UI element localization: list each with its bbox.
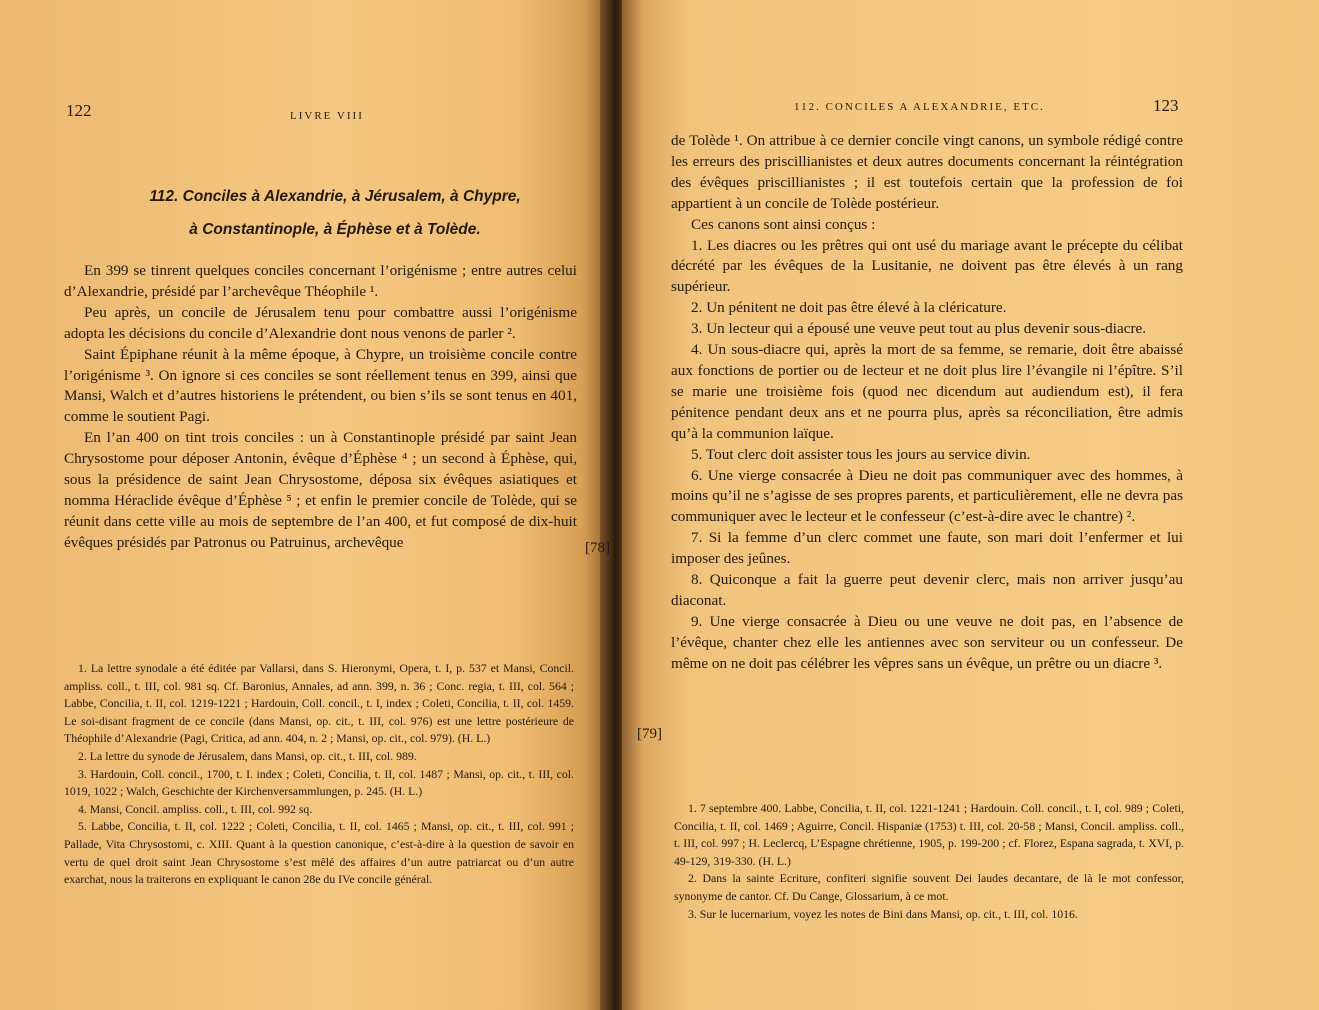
paragraph: Saint Épiphane réunit à la même époque, à Chypre, un troisième concile contre l’origénisme ³. On ignore si ces conciles se sont réellement tenus en 399, ainsi que Mansi, Walch et d’autres historiens le prétendent, ou bien s’ils se sont tenus en 401, comme le soutient Pagi.	[64, 345, 577, 426]
paragraph: En l’an 400 on tint trois conciles : un à Constantinople présidé par saint Jean Chrysostome pour déposer Antonin, évêque d’Éphèse ⁴ ; un second à Éphèse, qui, sous la présidence de saint Jean Chrysostome, déposa six évêques asiatiques et nomma Héraclide évêque d’Éphèse ⁵ ; et enfin le premier concile de Tolède, qui se réunit dans cette ville au mois de septembre de l’an 400, et fut composé de dix-huit évêques présidés par Patronus ou Patruinus, archevêque	[64, 429, 577, 551]
page-number: 123	[1153, 96, 1179, 115]
right-page	[622, 0, 1319, 1010]
right-body-text	[671, 131, 1183, 675]
right-footnotes	[674, 800, 1184, 923]
margin-note: [79]	[637, 726, 662, 742]
paragraph: En 399 se tinrent quelques conciles concernant l’origénisme ; entre autres celui d’Alexandrie, présidé par l’archevêque Théophile ¹.	[64, 262, 577, 300]
canon: 4. Un sous-diacre qui, après la mort de sa femme, se remarie, doit être abaissé aux fonctions de portier ou de lecteur et ne doit plus lire l’évangile ni l’épître. S’il se marie une troisième fois (quod nec dicendum aut audiendum est), il fera pénitence pendant deux ans et ne pourra plus, après sa réconciliation, être admis qu’à la communion laïque.	[671, 341, 1183, 442]
heading-line-2: à Constantinople, à Éphèse et à Tolède.	[189, 221, 481, 238]
footnote: 1. 7 septembre 400. Labbe, Concilia, t. II, col. 1221-1241 ; Hardouin. Coll. concil., t. I, col. 989 ; Coleti, Concilia, t. II, col. 1469 ; Aguirre, Concil. Hispaniæ (1753) t. III, col. 20-58 ; Mansi, Concil. ampliss. coll., t. III, col. 997 ; H. Leclercq, L’Espagne chrétienne, 1905, p. 199-200 ; cf. Florez, Espana sagrada, t. XVI, p. 49-129, 319-330. (H. L.)	[674, 801, 1184, 868]
canon: 2. Un pénitent ne doit pas être élevé à la cléricature.	[691, 299, 1007, 317]
margin-note: [78]	[585, 540, 610, 556]
footnote: 1. La lettre synodale a été éditée par Vallarsi, dans S. Hieronymi, Opera, t. I, p. 537 et Mansi, Concil. ampliss. coll., t. III, col. 981 sq. Cf. Baronius, Annales, ad ann. 399, n. 36 ; Conc. regia, t. III, col. 564 ; Labbe, Concilia, t. II, col. 1219-1221 ; Hardouin, Coll. concil., t. I, index ; Coleti, Concilia, t. II, col. 1459. Le soi-disant fragment de ce concile (dans Mansi, op. cit., t. III, col. 976) est une lettre postérieure de Théophile d’Alexandrie (Pagi, Critica, ad ann. 404, n. 2 ; Mansi, op. cit., col. 979). (H. L.)	[64, 661, 574, 746]
paragraph: de Tolède ¹. On attribue à ce dernier concile vingt canons, un symbole rédigé contre les erreurs des priscillianistes et deux autres documents concernant la réintégration des évêques priscillianistes ; il est toutefois certain que la profession de foi appartient à un concile de Tolède postérieur.	[671, 132, 1183, 212]
page-number: 122	[66, 101, 92, 120]
footnote: 4. Mansi, Concil. ampliss. coll., t. III, col. 992 sq.	[78, 801, 313, 816]
canon: 3. Un lecteur qui a épousé une veuve peut tout au plus devenir sous-diacre.	[691, 320, 1147, 338]
heading-line-1: 112. Conciles à Alexandrie, à Jérusalem, à Chypre,	[149, 188, 521, 205]
paragraph: Peu après, un concile de Jérusalem tenu pour combattre aussi l’origénisme adopta les décisions du concile d’Alexandrie dont nous venons de parler ².	[64, 303, 577, 342]
running-head: LIVRE VIII	[290, 110, 364, 122]
canon: 7. Si la femme d’un clerc commet une faute, son mari doit l’enfermer et lui imposer des jeûnes.	[671, 529, 1183, 568]
footnote: 3. Hardouin, Coll. concil., 1700, t. I. index ; Coleti, Concilia, t. II, col. 1487 ; Mansi, op. cit., t. III, col. 1019, 1022 ; Walch, Geschichte der Kirchenversammlungen, p. 245. (H. L.)	[64, 766, 574, 799]
footnote: 3. Sur le lucernarium, voyez les notes de Bini dans Mansi, op. cit., t. III, col. 1016.	[688, 906, 1078, 921]
left-body-text	[64, 261, 577, 554]
canon: 1. Les diacres ou les prêtres qui ont usé du mariage avant le précepte du célibat décrété par les évêques de la Lusitanie, ne doivent pas être élevés à un rang supérieur.	[671, 236, 1183, 296]
footnote: 2. La lettre du synode de Jérusalem, dans Mansi, op. cit., t. III, col. 989.	[78, 748, 417, 763]
canon: 5. Tout clerc doit assister tous les jours au service divin.	[691, 445, 1031, 463]
left-page	[0, 0, 606, 1010]
canon: 6. Une vierge consacrée à Dieu ne doit pas communiquer avec des hommes, à moins qu’il ne s’agisse de ses propres parents, et particulièrement, elle ne devra pas communiquer avec le lecteur et le confesseur (c’est-à-dire avec le chantre) ².	[671, 466, 1183, 526]
left-footnotes	[64, 660, 574, 889]
section-heading	[70, 180, 600, 246]
canon: 9. Une vierge consacrée à Dieu ou une veuve ne doit pas, en l’absence de l’évêque, chanter chez elle les antiennes avec son serviteur ou un confesseur. De même on ne doit pas célébrer les vêpres sans un évêque, un prêtre ou un diacre ³.	[671, 612, 1183, 672]
paragraph: Ces canons sont ainsi conçus :	[691, 215, 876, 233]
running-head: 112. CONCILES A ALEXANDRIE, ETC.	[794, 101, 1045, 113]
footnote: 2. Dans la sainte Ecriture, confiteri signifie souvent Dei laudes decantare, de là le mot confessor, synonyme de cantor. Cf. Du Cange, Glossarium, à ce mot.	[674, 871, 1184, 903]
canon: 8. Quiconque a fait la guerre peut devenir clerc, mais non arriver jusqu’au diaconat.	[671, 571, 1183, 609]
footnote: 5. Labbe, Concilia, t. II, col. 1222 ; Coleti, Concilia, t. II, col. 1465 ; Mansi, op. cit., t. III, col. 991 ; Pallade, Vita Chrysostomi, c. XIII. Quant à la question canonique, c’est-à-dire à la question de savoir en vertu de quel droit saint Jean Chrysostome s’est mêlé des affaires d’un autre patriarcat ou d’un autre exarchat, nous la traiterons en expliquant le canon 28e du IVe concile général.	[64, 819, 574, 887]
